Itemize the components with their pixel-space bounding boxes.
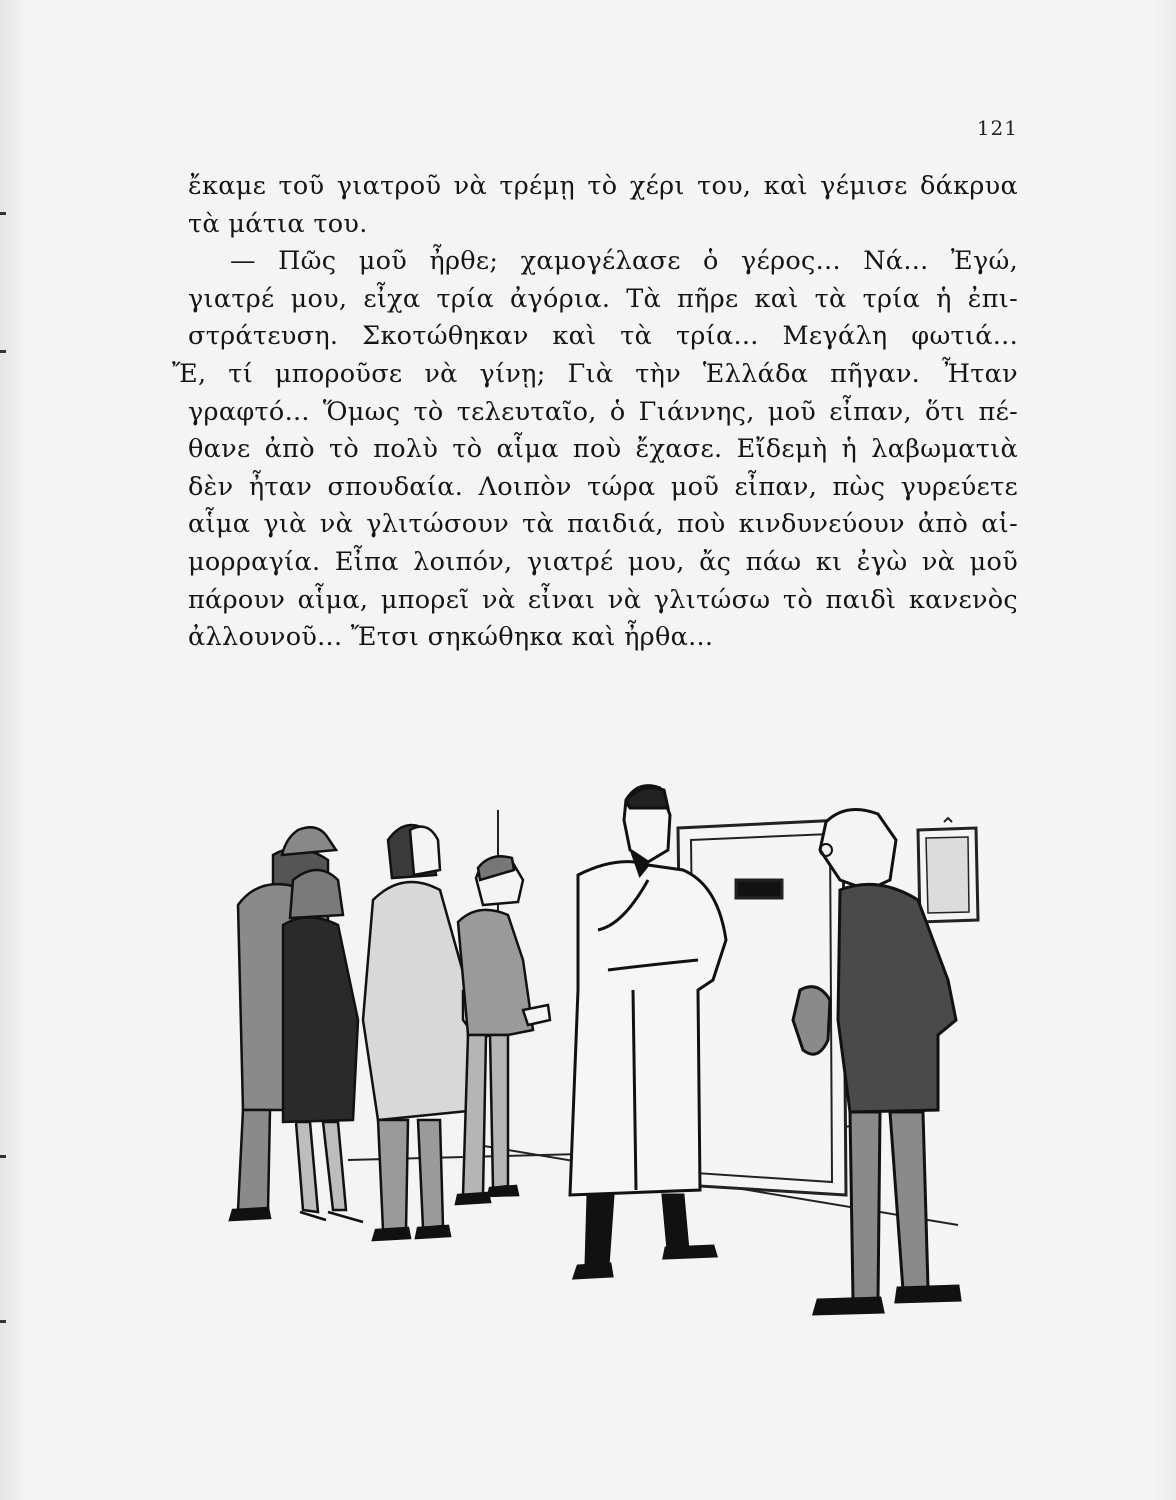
text-line: θανε ἀπὸ τὸ πολὺ τὸ αἷμα ποὺ ἔχασε. Εἴδεμὴ ἡ λαβωματιὰ bbox=[188, 434, 1018, 465]
text-line: στράτευση. Σκοτώθηκαν καὶ τὰ τρία... Μεγάλη φωτιά... bbox=[188, 321, 1018, 352]
wall-notice bbox=[918, 818, 978, 922]
text-line: γραφτό... Ὅμως τὸ τελευταῖο, ὁ Γιάννης, μοῦ εἶπαν, ὅτι πέ- bbox=[188, 396, 1018, 427]
text-line: πάρουν αἷμα, μπορεῖ νὰ εἶναι νὰ γλιτώσω τὸ παιδὶ κανενὸς bbox=[188, 584, 1018, 615]
young-man bbox=[456, 856, 550, 1204]
text-line: — Πῶς μοῦ ἦρθε; χαμογέλασε ὁ γέρος... Νά... Ἐγώ, bbox=[230, 246, 1018, 277]
text-line: Ἔ, τί μποροῦσε νὰ γίνῃ; Γιὰ τὴν Ἑλλάδα πῆγαν. Ἦταν bbox=[172, 358, 1018, 389]
text-line: δὲν ἦταν σπουδαία. Λοιπὸν τώρα μοῦ εἶπαν, πὼς γυρεύετε bbox=[188, 471, 1018, 502]
text-line: ἀλλουνοῦ... Ἔτσι σηκώθηκα καὶ ἦρθα... bbox=[188, 622, 714, 653]
text-line: ἔκαμε τοῦ γιατροῦ νὰ τρέμῃ τὸ χέρι του, καὶ γέμισε δάκρυα bbox=[188, 171, 1018, 201]
binding-edge bbox=[0, 0, 12, 1500]
page-number: 121 bbox=[976, 116, 1018, 140]
text-line: μορραγία. Εἶπα λοιπόν, γιατρέ μου, ἄς πάω κι ἐγὼ νὰ μοῦ bbox=[188, 546, 1018, 577]
text-line: γιατρέ μου, εἶχα τρία ἀγόρια. Τὰ πῆρε καὶ τὰ τρία ἡ ἐπι- bbox=[188, 283, 1018, 314]
body-text bbox=[172, 168, 1018, 657]
woman-dark-dress bbox=[283, 870, 363, 1222]
illustration-doctor-scene bbox=[178, 690, 1008, 1340]
text-line: τὰ μάτια του. bbox=[188, 208, 368, 239]
text-line: αἷμα γιὰ νὰ γλιτώσουν τὰ παιδιά, ποὺ κινδυνεύουν ἀπὸ αἱ- bbox=[188, 509, 1018, 540]
